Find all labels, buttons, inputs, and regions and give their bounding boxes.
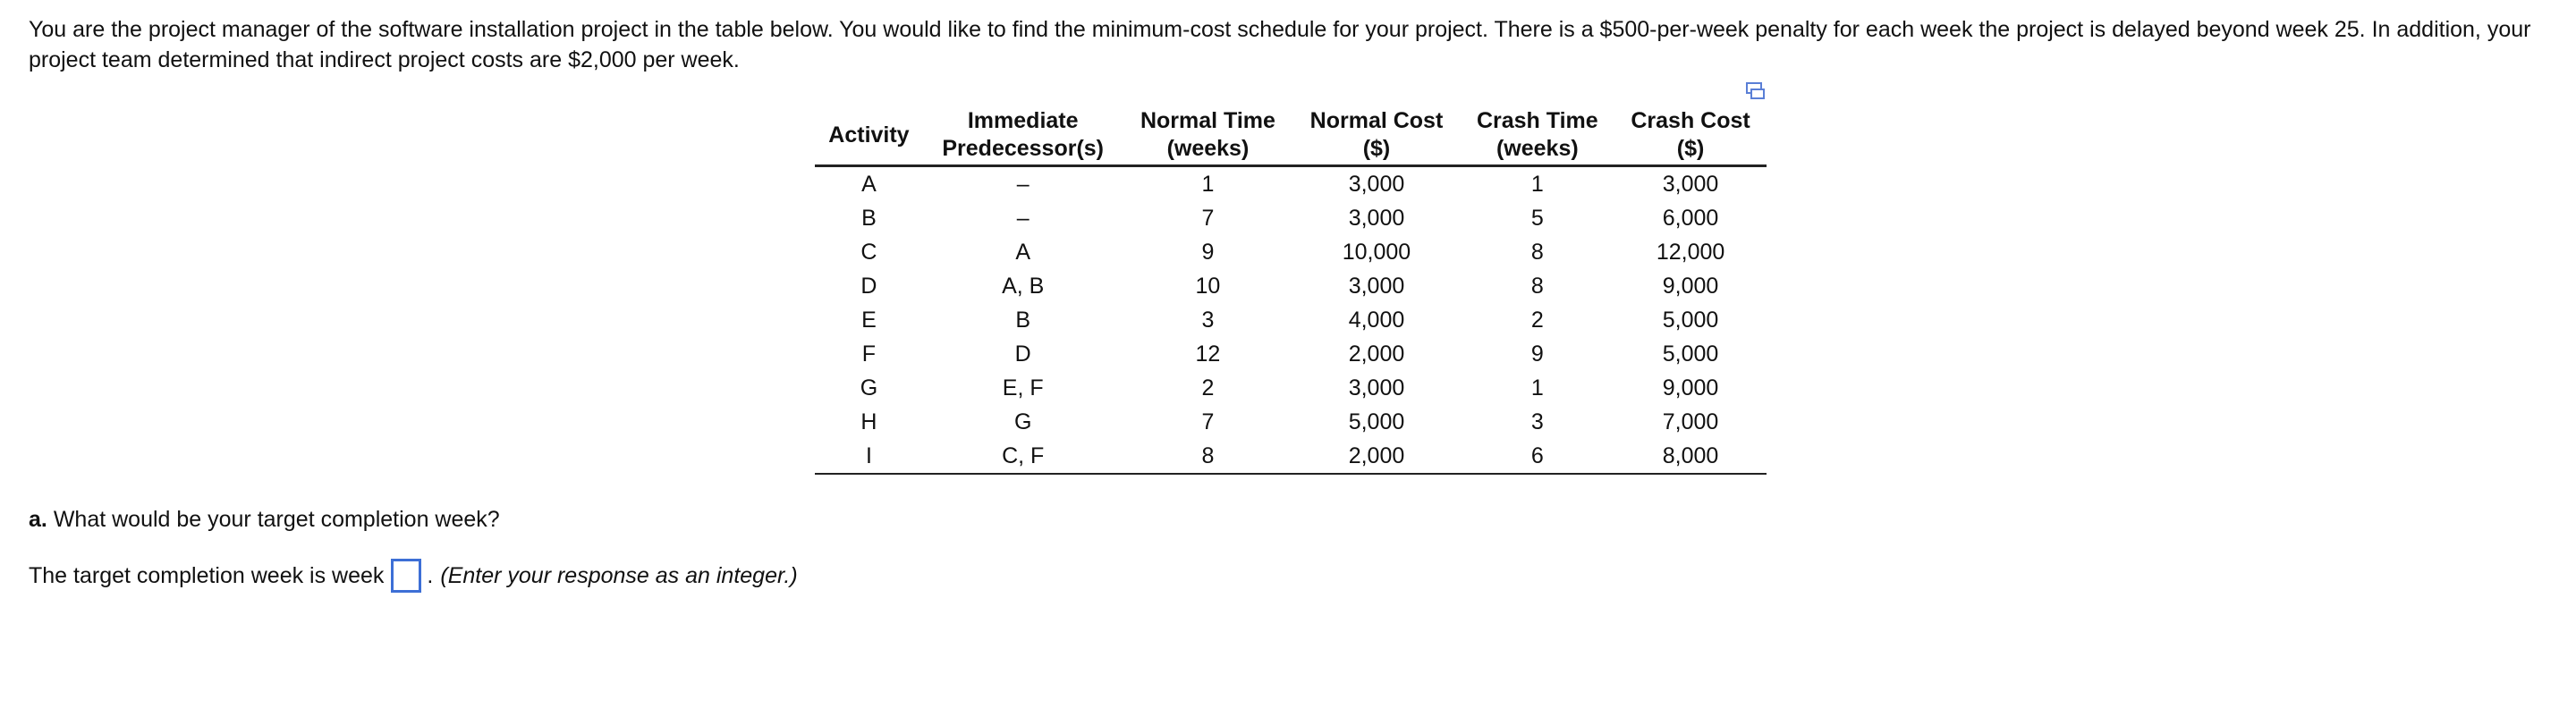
- column-header: [1614, 104, 1767, 166]
- table-cell: 2,000: [1292, 439, 1460, 474]
- table-row: [815, 371, 1767, 405]
- table-cell: 7: [1201, 206, 1215, 231]
- table-cell: 9: [1530, 341, 1544, 367]
- question-label: a.: [29, 507, 47, 532]
- table-row: [815, 337, 1767, 371]
- table-cell: –: [1016, 172, 1030, 197]
- table-cell: B: [861, 206, 877, 231]
- table-cell: 9,000: [1662, 274, 1719, 299]
- question-a: [29, 504, 500, 535]
- column-header-line2: (weeks): [1496, 136, 1579, 161]
- table-cell: 3,000: [1348, 375, 1405, 400]
- copy-icon[interactable]: [1746, 82, 1766, 100]
- table-cell: E, F: [1002, 375, 1044, 400]
- table-cell: 3,000: [1348, 274, 1405, 299]
- table-cell: 1: [1201, 172, 1215, 197]
- column-header-line2: ($): [1362, 136, 1391, 161]
- table-cell: 8: [1123, 439, 1293, 474]
- table-cell: 2: [1201, 375, 1215, 400]
- table-cell: 3: [1530, 409, 1544, 434]
- answer-prefix: The target completion week is week: [29, 563, 385, 588]
- table-cell: G: [860, 375, 878, 400]
- table-cell: 7: [1201, 409, 1215, 434]
- table-cell: 10,000: [1342, 240, 1411, 265]
- table-cell: A: [861, 172, 877, 197]
- table-cell: 10: [1195, 274, 1221, 299]
- table-row: [815, 235, 1767, 269]
- column-header-line2: ($): [1676, 136, 1705, 161]
- table-cell: 2,000: [1348, 341, 1405, 367]
- table-cell: 8,000: [1614, 439, 1767, 474]
- table-cell: 9: [1201, 240, 1215, 265]
- table-cell: 5,000: [1662, 308, 1719, 333]
- column-header: [1292, 104, 1460, 166]
- table-cell: 3,000: [1348, 172, 1405, 197]
- table-header-row: [815, 104, 1767, 166]
- table-cell: F: [861, 341, 877, 367]
- table-cell: 3,000: [1348, 206, 1405, 231]
- column-header-line1: Crash Time: [1476, 108, 1598, 133]
- project-activity-table: [815, 104, 1767, 475]
- table-cell: 5,000: [1348, 409, 1405, 434]
- table-cell: I: [815, 439, 923, 474]
- table-cell: D: [860, 274, 877, 299]
- answer-input[interactable]: [391, 559, 421, 593]
- column-header-line1: Crash Cost: [1631, 108, 1750, 133]
- question-text: What would be your target completion week?: [53, 507, 500, 532]
- table-cell: 4,000: [1348, 308, 1405, 333]
- table-cell: 1: [1530, 375, 1544, 400]
- table-cell: 6: [1461, 439, 1615, 474]
- table-cell: 1: [1530, 172, 1544, 197]
- column-header-line1: Immediate: [967, 108, 1079, 133]
- table-cell: C: [860, 240, 877, 265]
- table-cell: –: [1016, 206, 1030, 231]
- table-cell: 6,000: [1662, 206, 1719, 231]
- table-cell: 12: [1195, 341, 1221, 367]
- column-header: [1123, 104, 1293, 166]
- column-header-line1: Activity: [828, 122, 910, 148]
- column-header-line1: Normal Cost: [1309, 108, 1444, 133]
- table-row: [815, 201, 1767, 235]
- table-row: [815, 439, 1767, 474]
- table-row: [815, 405, 1767, 439]
- table-cell: A: [1015, 240, 1031, 265]
- answer-line: [29, 556, 798, 595]
- table-cell: 3,000: [1662, 172, 1719, 197]
- column-header: [815, 104, 923, 166]
- table-cell: H: [860, 409, 877, 434]
- table-cell: A, B: [1002, 274, 1045, 299]
- column-header: [923, 104, 1123, 166]
- table-cell: D: [1014, 341, 1031, 367]
- column-header: [1461, 104, 1615, 166]
- table-cell: 8: [1530, 274, 1544, 299]
- table-cell: B: [1015, 308, 1031, 333]
- column-header-line2: Predecessor(s): [942, 136, 1105, 161]
- table-cell: 5: [1530, 206, 1544, 231]
- table-body: [815, 166, 1767, 475]
- answer-hint: (Enter your response as an integer.): [440, 563, 798, 588]
- table-cell: 2: [1530, 308, 1544, 333]
- table-cell: 7,000: [1662, 409, 1719, 434]
- table-cell: 3: [1201, 308, 1215, 333]
- problem-intro: You are the project manager of the software installation project in the table below. You would like to find the minimum-cost schedule for your project. There is a $500-per-week penalty for each week the project is delayed beyond week 25. In addition, your project team determined that indirect project costs are $2,000 per week.: [29, 17, 2531, 72]
- table-row: [815, 166, 1767, 202]
- answer-suffix: .: [427, 563, 434, 588]
- table-cell: E: [861, 308, 877, 333]
- table-cell: 5,000: [1662, 341, 1719, 367]
- column-header-line1: Normal Time: [1140, 108, 1275, 133]
- table-cell: C, F: [923, 439, 1123, 474]
- table-cell: G: [1013, 409, 1032, 434]
- table-cell: 12,000: [1656, 240, 1725, 265]
- table-cell: 9,000: [1662, 375, 1719, 400]
- table-row: [815, 303, 1767, 337]
- table-cell: 8: [1530, 240, 1544, 265]
- table-row: [815, 269, 1767, 303]
- column-header-line2: (weeks): [1166, 136, 1250, 161]
